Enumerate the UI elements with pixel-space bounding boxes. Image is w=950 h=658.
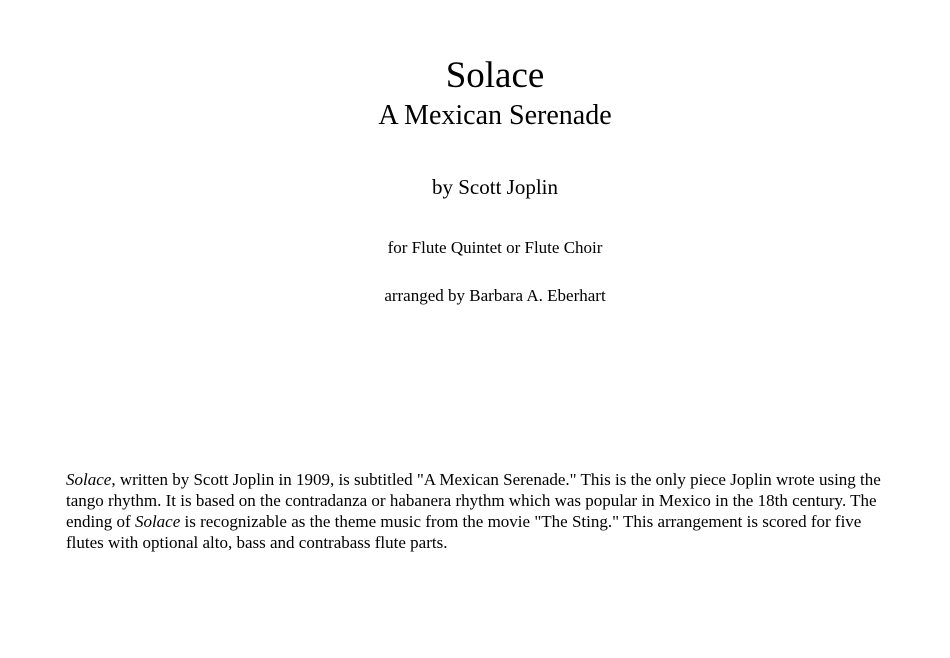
program-note-title-italic: Solace bbox=[66, 470, 112, 489]
piece-subtitle: A Mexican Serenade bbox=[378, 100, 612, 131]
program-note bbox=[66, 469, 900, 553]
instrumentation-note: for Flute Quintet or Flute Choir bbox=[387, 238, 603, 257]
program-note-text-2: is recognizable as the theme music from the movie "The Sting." This arrangement is scored for five flutes with optional alto, bass and contrabass flute parts. bbox=[66, 512, 862, 552]
piece-title: Solace bbox=[445, 55, 545, 96]
composer-credit: by Scott Joplin bbox=[431, 175, 558, 199]
program-note-text-1: , written by Scott Joplin in 1909, is subtitled "A Mexican Serenade." This is the only piece Joplin wrote using the tango rhythm. It is based on the contradanza or habanera rhythm which was popular in Mexico in the 18th century. The ending of bbox=[66, 470, 881, 531]
arranger-credit: arranged by Barbara A. Eberhart bbox=[384, 286, 606, 305]
program-note-title-italic-2: Solace bbox=[134, 512, 181, 531]
